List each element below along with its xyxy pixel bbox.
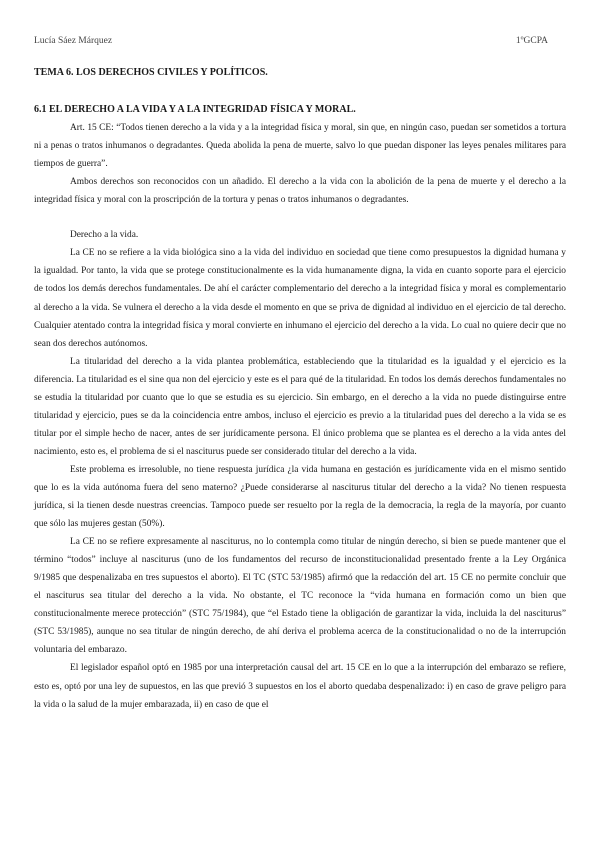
document-body [34,64,566,714]
section-heading: 6.1 EL DERECHO A LA VIDA Y A LA INTEGRIDAD FÍSICA Y MORAL. [34,104,356,116]
paragraph-titularidad: La titularidad del derecho a la vida plantea problemática, estableciendo que la titularidad es la igualdad y el ejercicio es la diferencia. La titularidad es el sine qua non del ejercicio y este es el para qué de la titularidad. En todos los demás derechos fundamentales no se estudia la titularidad por cuanto que lo que se estudia es su ejercicio. Sin embargo, en el derecho a la vida no puede distinguirse entre titularidad y ejercicio, pues se da la coincidencia entre ambos, incluso el ejercicio es previo a la titularidad pues del derecho a la vida se es titular por el simple hecho de nacer, antes de ser jurídicamente persona. El único problema que se plantea es el derecho a la vida antes del nacimiento, esto es, el problema de si el nasciturus puede ser considerado titular del derecho a la vida. [34,356,566,457]
paragraph-both-rights: Ambos derechos son reconocidos con un añadido. El derecho a la vida con la abolición de la pena de muerte y el derecho a la integridad física y moral con la proscripción de la tortura y penas o tratos inhumanos o degradantes. [34,177,566,206]
author-name: Lucía Sáez Márquez [34,36,113,46]
paragraph-legislador: El legislador español optó en 1985 por una interpretación causal del art. 15 CE en lo que a la interrupción del embarazo se refiere, esto es, optó por una ley de supuestos, en las que previó 3 supuestos en los el aborto quedaba despenalizado: i) en caso de grave peligro para la vida o la salud de la mujer embarazada, ii) en caso de que el [34,663,566,710]
page-header [34,36,548,46]
paragraph-nasciturus: La CE no se refiere expresamente al nasciturus, no lo contempla como titular de ningún derecho, si bien se puede mantener que el término “todos” incluye al nasciturus (uno de los fundamentos del recurso de inconstitucionalidad presentado frente a la Ley Orgánica 9/1985 que despenalizaba en tres supuestos el aborto). El TC (STC 53/1985) afirmó que la redacción del art. 15 CE no permite concluir que el nasciturus sea titular del derecho a la vida. No obstante, el TC reconoce la “vida humana en formación como un bien que constitucionalmente merece protección” (STC 75/1984), que “el Estado tiene la obligación de garantizar la vida, incluida la del nasciturus” (STC 53/1985), aunque no sea titular de ningún derecho, de ahí deriva el problema acerca de la constitucionalidad o no de la interrupción voluntaria del embarazo. [34,537,566,656]
subheading-right-to-life: Derecho a la vida. [70,230,139,241]
paragraph-irresoluble: Este problema es irresoluble, no tiene respuesta jurídica ¿la vida humana en gestación es jurídicamente vida en el mismo sentido que lo es la vida autónoma fuera del seno materno? ¿Puede considerarse al nasciturus titular del derecho a la vida? No tienen respuesta jurídica, si la tienen desde nuestras creencias. Tampoco puede ser resuelto por la regla de la democracia, la regla de la mayoría, por cuanto que sólo las mujeres gestan (50%). [34,464,566,530]
document-title: TEMA 6. LOS DERECHOS CIVILES Y POLÍTICOS. [34,67,268,78]
course-label: 1ºGCPA [515,36,548,46]
paragraph-ce-life: La CE no se refiere a la vida biológica sino a la vida del individuo en sociedad que tiene como presupuestos la dignidad humana y la igualdad. Por tanto, la vida que se protege constitucionalmente es la vida humanamente digna, la vida en cuanto soporte para el ejercicio de todos los demás derechos fundamentales. De ahí el carácter complementario del derecho a la integridad física y moral es complementario al derecho a la vida. Se vulnera el derecho a la vida desde el momento en que se priva de dignidad al individuo en el ejercicio de tal derecho. Cualquier atentado contra la integridad física y moral convierte en inhumano el ejercicio del derecho a la vida. Lo cual no quiere decir que no sean dos derechos autónomos. [34,248,566,349]
paragraph-article-15: Art. 15 CE: “Todos tienen derecho a la vida y a la integridad física y moral, sin que, en ningún caso, puedan ser sometidos a tortura ni a penas o tratos inhumanos o degradantes. Queda abolida la pena de muerte, salvo lo que puedan disponer las leyes penales militares para tiempos de guerra”. [34,123,566,170]
